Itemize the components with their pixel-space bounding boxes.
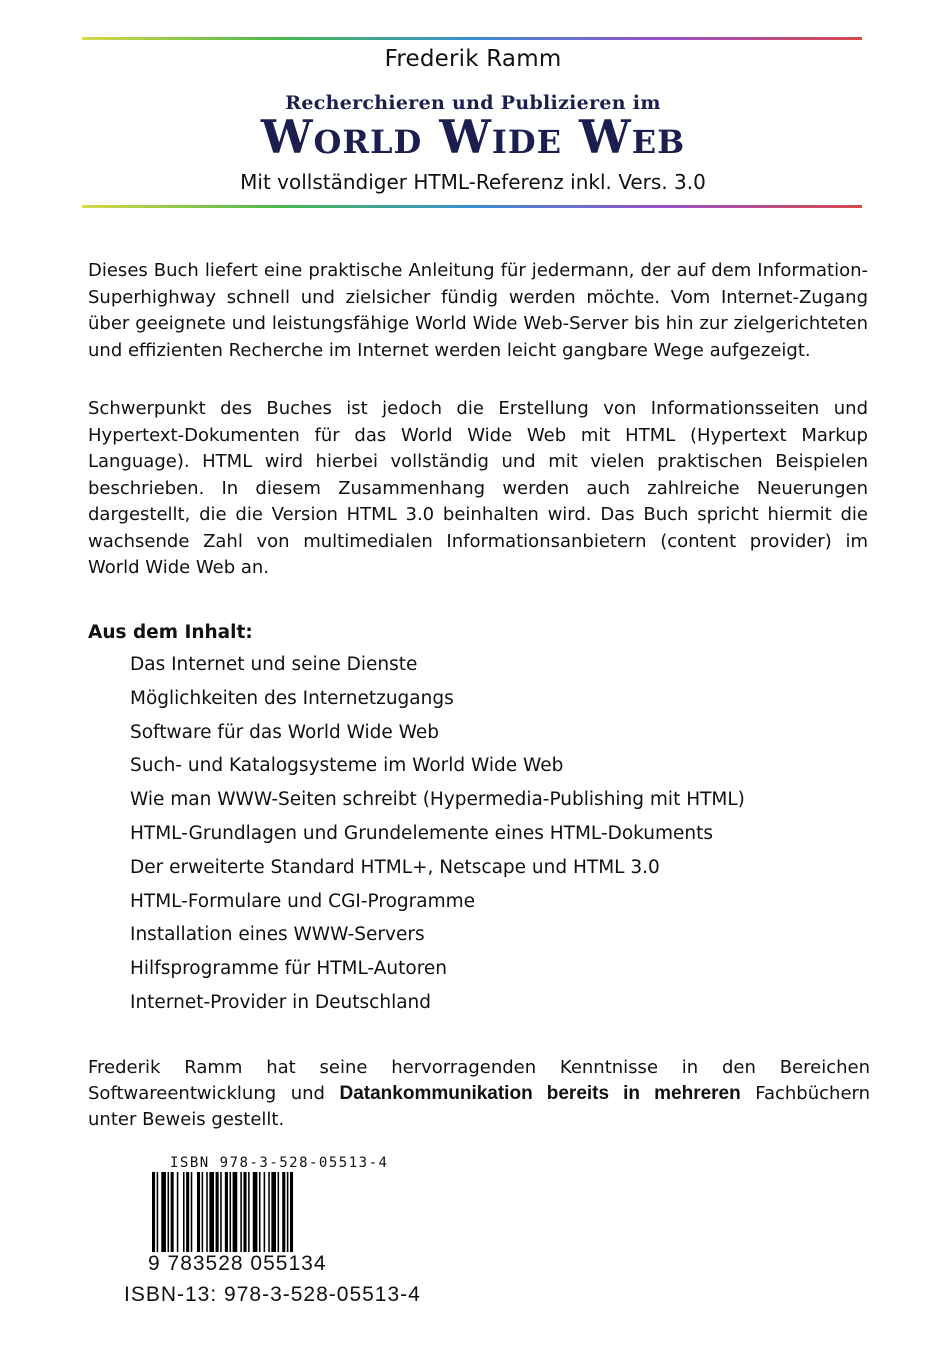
contents-item: HTML-Grundlagen und Grundelemente eines HTML-Dokuments (130, 822, 714, 844)
barcode-bar (191, 1172, 193, 1252)
contents-item: Der erweiterte Standard HTML+, Netscape und HTML 3.0 (130, 856, 660, 878)
contents-item: Möglichkeiten des Internetzugangs (130, 687, 454, 709)
barcode-bar (206, 1172, 208, 1252)
contents-item: Internet-Provider in Deutschland (130, 991, 432, 1013)
barcode-bar (171, 1172, 174, 1252)
barcode-bar (240, 1172, 242, 1252)
contents-item: Wie man WWW-Seiten schreibt (Hypermedia-Publishing mit HTML) (130, 789, 745, 811)
contents-item: Das Internet und seine Dienste (130, 654, 418, 675)
contents-item: Such- und Katalogsysteme im World Wide Web (130, 755, 564, 777)
barcode-bar (230, 1172, 232, 1252)
barcode-bar (225, 1172, 228, 1252)
barcode-digits: 9 783528 055134 (148, 1252, 344, 1278)
contents-item: Software für das World Wide Web (130, 721, 440, 743)
barcode-bar (168, 1172, 170, 1252)
barcode-bar (248, 1172, 250, 1252)
description-paragraph-1: Dieses Buch liefert eine praktische Anleitung für jedermann, der auf dem Information-Superhighway schnell und zielsicher fündig werden möchte. Vom Internet-Zugang über geeignete und leistungsfähige World Wide Web-Server bis hin zur zielgerichteten und effizienten Recherche im Internet werden leicht gangbare Wege aufgezeigt. (88, 260, 868, 361)
contents-item: Installation eines WWW-Servers (130, 924, 425, 946)
author-bio-text-2: Fachbüchern unter Beweis gestellt. (88, 1083, 871, 1130)
barcode-bar (278, 1172, 280, 1252)
barcode-bar (287, 1172, 289, 1252)
barcode-bar (259, 1172, 261, 1252)
book-tagline: Mit vollständiger HTML-Referenz inkl. Vers. 3.0 (240, 170, 706, 194)
book-subtitle: Recherchieren und Publizieren im (285, 92, 661, 114)
barcode-bar (233, 1172, 238, 1252)
barcode-bar (216, 1172, 219, 1252)
barcode-bar (268, 1172, 270, 1252)
barcode-bar (197, 1172, 200, 1252)
author-name: Frederik Ramm (384, 46, 562, 72)
barcode-bar (282, 1172, 285, 1252)
barcode-bar (253, 1172, 258, 1252)
barcode-isbn-label: ISBN 978-3-528-05513-4 (170, 1155, 389, 1171)
author-bio-text-1: Frederik Ramm hat seine hervorragenden Kenntnisse in den Bereichen Softwareentwicklung und (88, 1057, 870, 1104)
contents-item: HTML-Formulare und CGI-Programme (130, 890, 476, 912)
author-bio (88, 1055, 870, 1133)
description-paragraph-2: Schwerpunkt des Buches ist jedoch die Erstellung von Informationsseiten und Hypertext-Dokumenten für das World Wide Web mit HTML (Hypertext Markup Language). HTML wird hierbei vollständig und mit vielen praktischen Beispielen beschrieben. In diesem Zusammenhang werden auch zahlreiche Neuerungen dargestellt, die die Version HTML 3.0 beinhalten wird. Das Buch spricht hiermit die wachsende Zahl von multimedialen Informationsanbietern (content provider) im World Wide Web an. (88, 398, 868, 578)
author-bio-bold-text: Datankommunikation bereits in mehreren (339, 1083, 741, 1104)
contents-item: Hilfsprogramme für HTML-Autoren (130, 958, 448, 980)
barcode-bar (186, 1172, 189, 1252)
barcode-bar (177, 1172, 179, 1252)
barcode-bar (202, 1172, 204, 1252)
barcode-bar (220, 1172, 222, 1252)
contents-list (130, 648, 745, 1020)
contents-heading: Aus dem Inhalt: (88, 622, 253, 643)
rainbow-divider-top (82, 37, 862, 40)
barcode-bar (183, 1172, 185, 1252)
barcode-bar (271, 1172, 276, 1252)
barcode-bar (243, 1172, 246, 1252)
barcode-bar (209, 1172, 214, 1252)
barcode-bar (264, 1172, 266, 1252)
barcode-bar (161, 1172, 166, 1252)
book-title: World Wide Web (260, 110, 686, 164)
isbn-13: ISBN-13: 978-3-528-05513-4 (124, 1283, 421, 1306)
rainbow-divider-bottom (82, 205, 862, 208)
